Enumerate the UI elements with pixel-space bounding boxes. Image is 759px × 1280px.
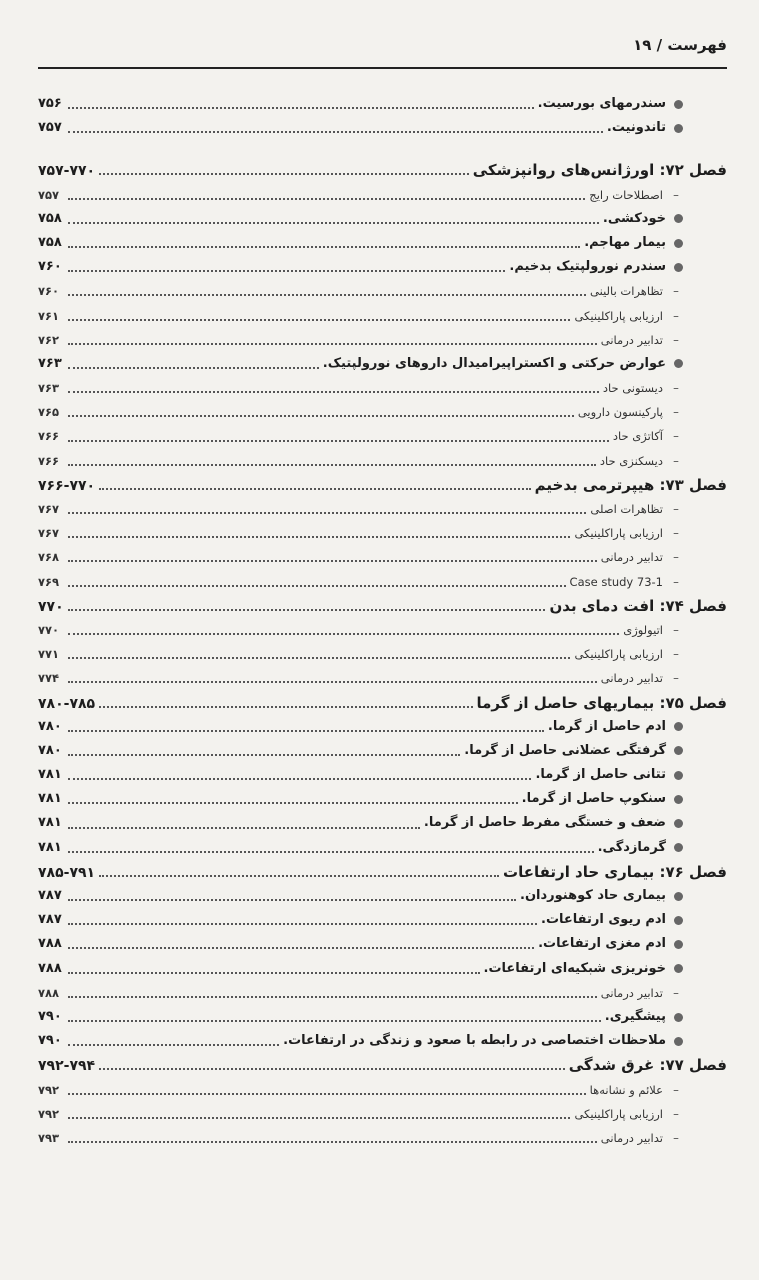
toc-subentry — [38, 642, 727, 666]
page-number: ۷۷۱ — [38, 647, 60, 662]
entry-title: پیشگیری. — [604, 1008, 666, 1024]
toc-subentry — [38, 497, 727, 521]
toc-subentry — [38, 570, 727, 594]
dash-icon: – — [673, 1082, 679, 1097]
dash-icon: – — [673, 526, 679, 541]
bullet-icon — [674, 771, 683, 780]
dot-leader — [68, 131, 603, 133]
toc-entry — [38, 957, 727, 981]
page-number: ۷۶۶-۷۷۰ — [38, 477, 96, 494]
page-number: ۷۹۲-۷۹۴ — [38, 1058, 96, 1075]
entry-title: ارزیابی پاراکلینیکی — [574, 1106, 663, 1121]
page-number: ۷۹۳ — [38, 1130, 60, 1145]
dot-leader — [68, 198, 585, 200]
toc-subentry — [38, 328, 727, 352]
bullet-icon — [674, 100, 683, 109]
entry-title: تدابیر درمانی — [600, 550, 663, 565]
dash-icon: – — [673, 671, 679, 686]
page-number: ۷۹۲ — [38, 1082, 60, 1097]
entry-title: تدابیر درمانی — [600, 332, 663, 347]
toc-subentry — [38, 981, 727, 1005]
chapter-heading — [38, 594, 727, 618]
entry-title: تدابیر درمانی — [600, 985, 663, 1000]
chapter-heading — [38, 691, 727, 715]
toc-subentry — [38, 666, 727, 690]
page-number: ۷۶۹ — [38, 574, 60, 589]
dot-leader — [68, 681, 597, 683]
bullet-icon — [674, 819, 683, 828]
entry-title: سنکوپ حاصل از گرما. — [521, 791, 666, 807]
entry-title: اتیولوژی — [623, 622, 663, 637]
toc-entry — [38, 811, 727, 835]
entry-title: ارزیابی پاراکلینیکی — [574, 308, 663, 323]
entry-title: علائم و نشانه‌ها — [589, 1082, 663, 1097]
bullet-icon — [674, 214, 683, 223]
entry-title: تاندونیت. — [606, 120, 666, 136]
page-number: ۷۸۱ — [38, 767, 62, 783]
page-number: ۷۶۶ — [38, 453, 60, 468]
toc-entry — [38, 255, 727, 279]
toc-subentry — [38, 279, 727, 303]
dot-leader — [68, 899, 516, 901]
entry-title: بیمار مهاجم. — [584, 234, 666, 250]
entry-title: فصل ۷۲: اورژانس‌های روانپزشکی — [472, 161, 727, 180]
chapter-heading — [38, 860, 727, 884]
entry-title: ادم ریوی ارتفاعات. — [541, 912, 666, 928]
entry-title: تتانی حاصل از گرما. — [535, 767, 666, 783]
page-number: ۷۵۸ — [38, 234, 62, 250]
dot-leader — [68, 1044, 279, 1046]
entry-title: دیسکنزی حاد — [599, 453, 663, 468]
page-number: ۷۹۲ — [38, 1106, 60, 1121]
dash-icon: – — [673, 429, 679, 444]
page-number: ۷۷۰ — [38, 622, 60, 637]
page-number: ۷۸۱ — [38, 839, 62, 855]
dash-icon: – — [673, 985, 679, 1000]
entry-title: خودکشی. — [602, 210, 666, 226]
page-number: ۷۷۴ — [38, 671, 60, 686]
dot-leader — [99, 1068, 565, 1070]
entry-title: ارزیابی پاراکلینیکی — [574, 647, 663, 662]
entry-title: خونریزی شبکیه‌ای ارتفاعات. — [483, 960, 666, 976]
dot-leader — [99, 875, 499, 877]
toc-subentry — [38, 424, 727, 448]
page-number: ۷۶۸ — [38, 550, 60, 565]
table-of-contents — [38, 92, 727, 1150]
dot-leader — [99, 706, 472, 708]
page-number: ۷۵۸ — [38, 210, 62, 226]
page-number: ۷۶۰ — [38, 259, 62, 275]
dot-leader — [68, 754, 460, 756]
entry-title: گرمازدگی. — [597, 839, 666, 855]
entry-title: سندرم نورولپتیک بدخیم. — [509, 259, 666, 275]
dash-icon: – — [673, 622, 679, 637]
entry-title: تظاهرات بالینی — [590, 284, 663, 299]
bullet-icon — [674, 263, 683, 272]
page-number: ۷۶۳ — [38, 355, 62, 371]
toc-entry — [38, 836, 727, 860]
bullet-icon — [674, 124, 683, 133]
entry-title: ضعف و خستگی مفرط حاصل از گرما. — [423, 815, 666, 831]
page-number: ۷۸۰ — [38, 742, 62, 758]
dot-leader — [68, 270, 505, 272]
dash-icon: – — [673, 332, 679, 347]
page-number: ۷۸۵-۷۹۱ — [38, 864, 96, 881]
dot-leader — [68, 657, 570, 659]
page-number: ۷۶۳ — [38, 381, 60, 396]
dot-leader — [68, 367, 319, 369]
toc-subentry — [38, 400, 727, 424]
page-number: ۷۸۷ — [38, 912, 62, 928]
entry-title: فصل ۷۳: هیپرترمی بدخیم — [534, 475, 727, 494]
bullet-icon — [674, 359, 683, 368]
toc-entry — [38, 1029, 727, 1053]
dot-leader — [68, 972, 480, 974]
entry-title: تظاهرات اصلی — [590, 502, 663, 516]
bullet-icon — [674, 795, 683, 804]
entry-title: آکاتژی حاد — [612, 429, 663, 444]
toc-entry — [38, 207, 727, 231]
entry-title: بیماری حاد کوهنوردان. — [520, 888, 666, 903]
dot-leader — [68, 996, 597, 998]
dash-icon: – — [673, 550, 679, 565]
bullet-icon — [674, 1037, 683, 1046]
page-number: ۷۸۰-۷۸۵ — [38, 695, 96, 712]
dot-leader — [68, 730, 544, 732]
dot-leader — [68, 947, 534, 949]
dot-leader — [68, 222, 599, 224]
entry-title: فصل ۷۶: بیماری حاد ارتفاعات — [503, 862, 727, 881]
toc-entry — [38, 352, 727, 376]
toc-subentry — [38, 1126, 727, 1150]
page-number: ۷۵۷ — [38, 120, 62, 136]
dash-icon: – — [673, 574, 679, 589]
page-number: ۷۸۸ — [38, 985, 60, 1000]
page-number: ۷۹۰ — [38, 1008, 62, 1024]
dot-leader — [68, 536, 570, 538]
page-number: ۷۸۱ — [38, 791, 62, 807]
page-number: ۷۸۱ — [38, 815, 62, 831]
dot-leader — [99, 173, 469, 175]
dot-leader — [68, 560, 597, 562]
entry-title: ادم حاصل از گرما. — [547, 718, 666, 734]
toc-subentry — [38, 545, 727, 569]
page-number: ۷۶۱ — [38, 308, 60, 323]
dot-leader — [68, 107, 534, 109]
entry-title: تدابیر درمانی — [600, 671, 663, 686]
entry-title: عوارض حرکتی و اکستراپیرامیدال داروهای نورولپتیک. — [322, 355, 666, 371]
toc-entry — [38, 932, 727, 956]
page-number: ۷۶۲ — [38, 332, 60, 347]
dot-leader — [68, 1093, 586, 1095]
toc-entry — [38, 231, 727, 255]
dash-icon: – — [673, 647, 679, 662]
dot-leader — [68, 609, 545, 611]
entry-title: فصل ۷۷: غرق شدگی — [568, 1056, 727, 1075]
dot-leader — [68, 802, 518, 804]
toc-subentry — [38, 183, 727, 207]
entry-title: Case study 73-1 — [569, 574, 663, 589]
bullet-icon — [674, 940, 683, 949]
dot-leader — [68, 415, 574, 417]
toc-entry — [38, 92, 727, 116]
bullet-icon — [674, 722, 683, 731]
dash-icon: – — [673, 308, 679, 323]
entry-title: فصل ۷۵: بیماریهای حاصل از گرما — [476, 693, 727, 712]
page-number: ۷۵۶ — [38, 96, 62, 111]
entry-title: گرفتگی عضلانی حاصل از گرما. — [464, 742, 666, 758]
toc-subentry — [38, 1078, 727, 1102]
bullet-icon — [674, 916, 683, 925]
chapter-heading — [38, 473, 727, 497]
toc-entry — [38, 787, 727, 811]
page-number: ۷۸۰ — [38, 718, 62, 734]
dash-icon: – — [673, 1106, 679, 1121]
toc-subentry — [38, 618, 727, 642]
page-number: ۷۶۷ — [38, 526, 60, 541]
entry-title: فصل ۷۴: افت دمای بدن — [549, 596, 727, 615]
dot-leader — [68, 246, 580, 248]
page-header — [38, 36, 727, 54]
bullet-icon — [674, 239, 683, 248]
dot-leader — [68, 319, 570, 321]
dot-leader — [68, 778, 531, 780]
toc-entry — [38, 116, 727, 140]
dot-leader — [68, 440, 609, 442]
entry-title: اصطلاحات رایج — [589, 187, 663, 202]
toc-subentry — [38, 521, 727, 545]
page-number: ۷۷۰ — [38, 598, 64, 615]
dot-leader — [68, 343, 597, 345]
dot-leader — [68, 827, 420, 829]
chapter-heading — [38, 158, 727, 182]
page-number: ۷۵۷ — [38, 187, 60, 202]
page-number: ۷۸۸ — [38, 960, 62, 976]
dash-icon: – — [673, 284, 679, 299]
entry-title: دیستونی حاد — [602, 381, 663, 396]
entry-title: پارکینسون دارویی — [577, 405, 663, 420]
page-number: ۷۶۵ — [38, 405, 60, 420]
toc-subentry — [38, 1102, 727, 1126]
dash-icon: – — [673, 453, 679, 468]
page-number: ۷۶۰ — [38, 284, 60, 299]
dash-icon: – — [673, 187, 679, 202]
dot-leader — [68, 294, 586, 296]
dot-leader — [68, 512, 586, 514]
page-number: ۷۵۷-۷۷۰ — [38, 163, 96, 180]
toc-entry — [38, 1005, 727, 1029]
bullet-icon — [674, 892, 683, 901]
page-number: ۷۶۷ — [38, 502, 60, 516]
entry-title: سندرمهای بورسیت. — [537, 96, 666, 111]
dot-leader — [68, 1020, 601, 1022]
toc-subentry — [38, 304, 727, 328]
page-number: ۷۶۶ — [38, 429, 60, 444]
dot-leader — [68, 851, 594, 853]
dot-leader — [68, 1117, 570, 1119]
dash-icon: – — [673, 405, 679, 420]
entry-title: ادم مغزی ارتفاعات. — [538, 936, 666, 952]
toc-entry — [38, 908, 727, 932]
dot-leader — [68, 585, 566, 587]
dot-leader — [99, 488, 531, 490]
page-number: ۷۸۷ — [38, 888, 62, 903]
entry-title: تدابیر درمانی — [600, 1130, 663, 1145]
bullet-icon — [674, 746, 683, 755]
header-title: فهرست / ۱۹ — [633, 36, 727, 54]
toc-entry — [38, 763, 727, 787]
header-rule — [38, 67, 727, 69]
toc-entry — [38, 884, 727, 908]
entry-title: ملاحظات اختصاصی در رابطه با صعود و زندگی در ارتفاعات. — [283, 1033, 666, 1049]
dot-leader — [68, 464, 596, 466]
bullet-icon — [674, 964, 683, 973]
toc-subentry — [38, 376, 727, 400]
dot-leader — [68, 633, 619, 635]
page-number: ۷۸۸ — [38, 936, 62, 952]
chapter-heading — [38, 1053, 727, 1077]
dot-leader — [68, 1141, 597, 1143]
toc-subentry — [38, 449, 727, 473]
dot-leader — [68, 391, 599, 393]
toc-entry — [38, 739, 727, 763]
dash-icon: – — [673, 1130, 679, 1145]
dash-icon: – — [673, 381, 679, 396]
bullet-icon — [674, 1013, 683, 1022]
dash-icon: – — [673, 502, 679, 516]
dot-leader — [68, 923, 537, 925]
bullet-icon — [674, 843, 683, 852]
page-number: ۷۹۰ — [38, 1033, 62, 1049]
toc-entry — [38, 715, 727, 739]
entry-title: ارزیابی پاراکلینیکی — [574, 526, 663, 541]
